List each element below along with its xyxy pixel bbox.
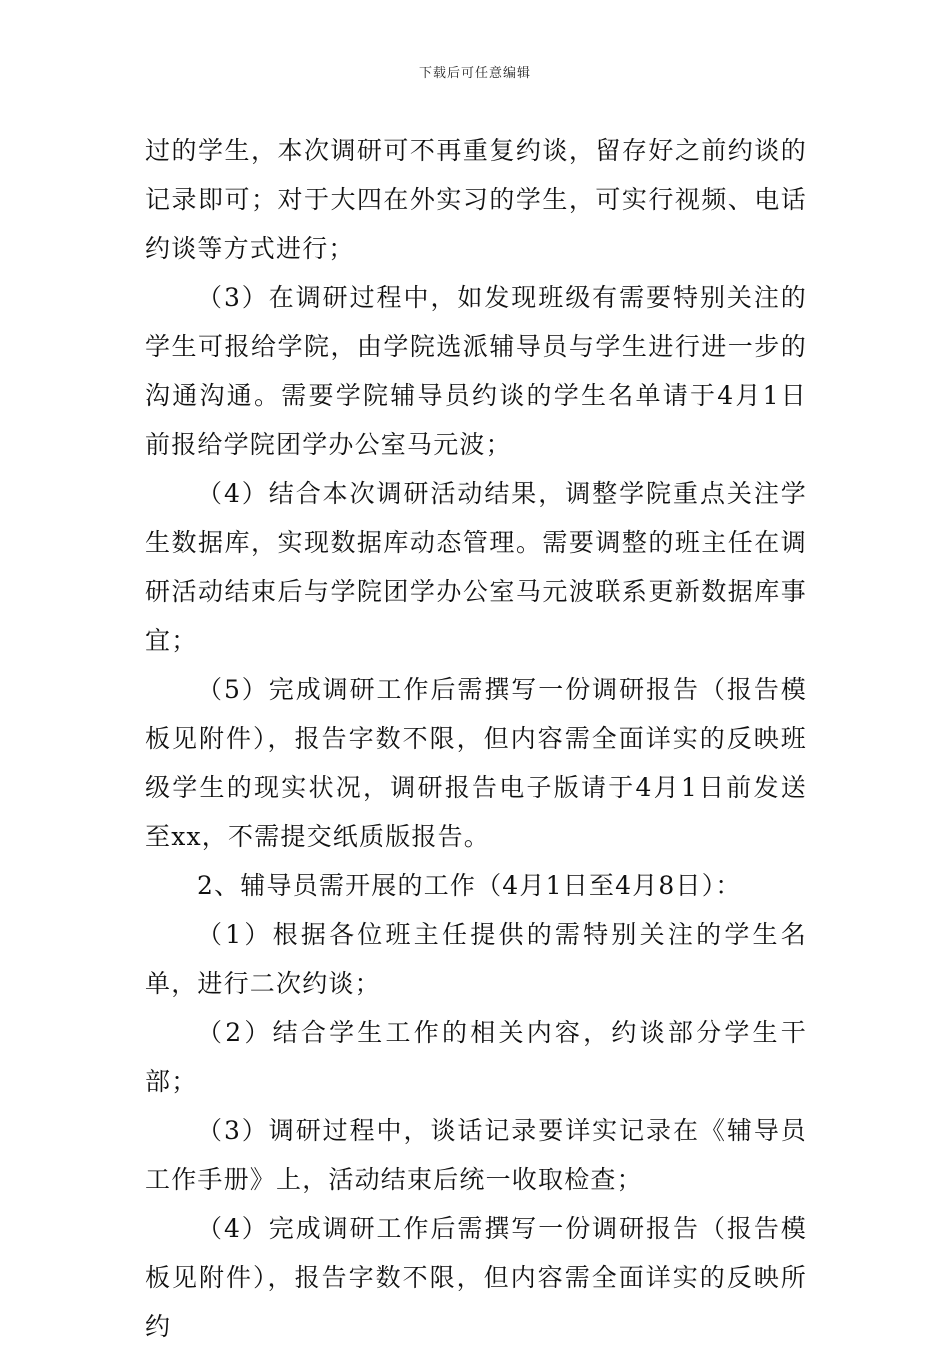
- document-body: [145, 126, 807, 1351]
- paragraph-1: 过的学生，本次调研可不再重复约谈，留存好之前约谈的记录即可；对于大四在外实习的学生，可实行视频、电话约谈等方式进行；: [145, 136, 807, 263]
- paragraph-5: 2、辅导员需开展的工作（4月1日至4月8日）：: [197, 871, 742, 900]
- paragraph-2: （3）在调研过程中，如发现班级有需要特别关注的学生可报给学院，由学院选派辅导员与学生进行进一步的沟通沟通。需要学院辅导员约谈的学生名单请于4月1日前报给学院团学办公室马元波；: [145, 283, 807, 459]
- paragraph-3: （4）结合本次调研活动结果，调整学院重点关注学生数据库，实现数据库动态管理。需要调整的班主任在调研活动结束后与学院团学办公室马元波联系更新数据库事宜；: [145, 479, 807, 655]
- paragraph-6: （1）根据各位班主任提供的需特别关注的学生名单，进行二次约谈；: [145, 920, 807, 998]
- paragraph-7: （2）结合学生工作的相关内容，约谈部分学生干部；: [145, 1018, 807, 1096]
- paragraph-4: （5）完成调研工作后需撰写一份调研报告（报告模板见附件），报告字数不限，但内容需全面详实的反映班级学生的现实状况，调研报告电子版请于4月1日前发送至xx，不需提交纸质版报告。: [145, 675, 807, 851]
- paragraph-8: （3）调研过程中，谈话记录要详实记录在《辅导员工作手册》上，活动结束后统一收取检查；: [145, 1116, 807, 1194]
- page-header: 下载后可任意编辑: [418, 66, 531, 81]
- paragraph-9: （4）完成调研工作后需撰写一份调研报告（报告模板见附件），报告字数不限，但内容需全面详实的反映所约: [145, 1214, 807, 1341]
